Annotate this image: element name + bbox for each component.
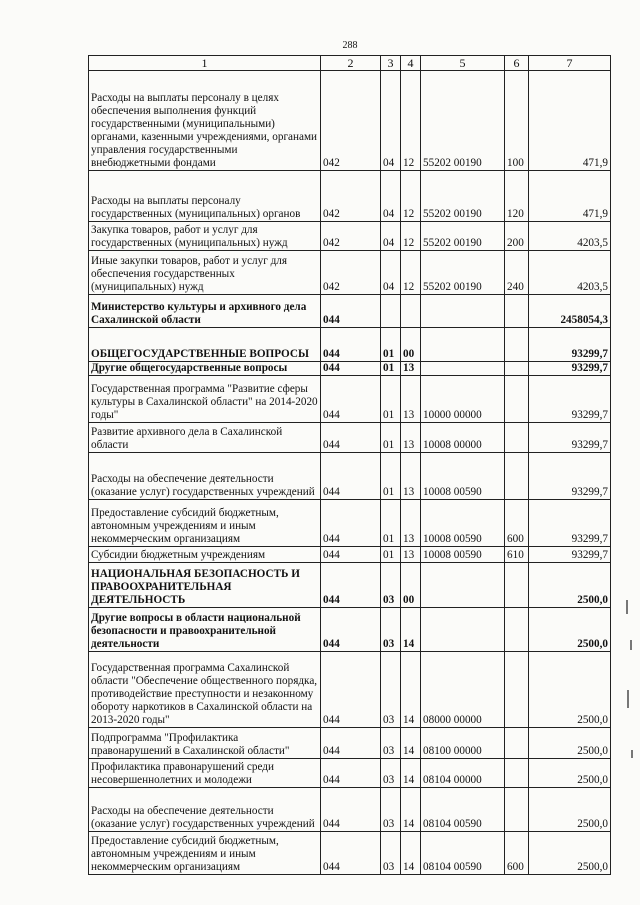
- expense-type-code: 240: [505, 251, 529, 295]
- scan-edge-marks: [622, 600, 636, 800]
- row-name: ОБЩЕГОСУДАРСТВЕННЫЕ ВОПРОСЫ: [89, 328, 321, 362]
- subsection-code: 14: [401, 832, 421, 875]
- amount-value: 2500,0: [529, 652, 611, 728]
- row-name: Расходы на обеспечение деятельности (оказание услуг) государственных учреждений: [89, 453, 321, 500]
- row-name: Профилактика правонарушений среди несовершеннолетних и молодежи: [89, 759, 321, 788]
- row-name: Государственная программа "Развитие сферы культуры в Сахалинской области" на 2014-2020 годы": [89, 376, 321, 423]
- subsection-code: 12: [401, 71, 421, 171]
- table-row: [89, 563, 611, 608]
- table-header-row: [89, 56, 611, 71]
- table-row: [89, 652, 611, 728]
- expense-type-code: 600: [505, 832, 529, 875]
- subsection-code: 00: [401, 563, 421, 608]
- table-row: [89, 251, 611, 295]
- column-header: 2: [321, 56, 381, 71]
- section-code: 04: [381, 222, 401, 251]
- target-article-code: 10008 00590: [421, 500, 505, 547]
- ministry-code: 044: [321, 423, 381, 453]
- ministry-code: 044: [321, 500, 381, 547]
- ministry-code: 044: [321, 832, 381, 875]
- row-name: Государственная программа Сахалинской области "Обеспечение общественного порядка, противодействие преступности и незаконному обороту наркотиков в Сахалинской области на 2013-2020 годы": [89, 652, 321, 728]
- subsection-code: 12: [401, 222, 421, 251]
- subsection-code: 00: [401, 328, 421, 362]
- subsection-code: 14: [401, 608, 421, 652]
- expense-type-code: [505, 563, 529, 608]
- ministry-code: 044: [321, 328, 381, 362]
- column-header: 5: [421, 56, 505, 71]
- subsection-code: 14: [401, 728, 421, 759]
- amount-value: 4203,5: [529, 222, 611, 251]
- table-row: [89, 376, 611, 423]
- target-article-code: 08100 00000: [421, 728, 505, 759]
- section-code: 03: [381, 728, 401, 759]
- ministry-code: 044: [321, 652, 381, 728]
- target-article-code: 08104 00000: [421, 759, 505, 788]
- section-code: 01: [381, 376, 401, 423]
- section-code: 03: [381, 832, 401, 875]
- ministry-code: 044: [321, 362, 381, 376]
- ministry-code: 044: [321, 759, 381, 788]
- expense-type-code: [505, 295, 529, 328]
- amount-value: 2500,0: [529, 608, 611, 652]
- table-row: [89, 171, 611, 222]
- row-name: Расходы на обеспечение деятельности (оказание услуг) государственных учреждений: [89, 788, 321, 832]
- section-code: 01: [381, 362, 401, 376]
- table-row: [89, 423, 611, 453]
- amount-value: 2500,0: [529, 759, 611, 788]
- ministry-code: 044: [321, 608, 381, 652]
- row-name: Субсидии бюджетным учреждениям: [89, 547, 321, 563]
- table-row: [89, 759, 611, 788]
- expense-type-code: [505, 376, 529, 423]
- budget-table: [88, 55, 611, 875]
- expense-type-code: [505, 328, 529, 362]
- row-name: Другие общегосударственные вопросы: [89, 362, 321, 376]
- expense-type-code: [505, 788, 529, 832]
- ministry-code: 044: [321, 547, 381, 563]
- expense-type-code: [505, 728, 529, 759]
- row-name: Другие вопросы в области национальной безопасности и правоохранительной деятельности: [89, 608, 321, 652]
- ministry-code: 042: [321, 251, 381, 295]
- expense-type-code: [505, 608, 529, 652]
- section-code: 04: [381, 171, 401, 222]
- subsection-code: 13: [401, 500, 421, 547]
- expense-type-code: [505, 362, 529, 376]
- table-row: [89, 788, 611, 832]
- amount-value: 93299,7: [529, 376, 611, 423]
- column-header: 6: [505, 56, 529, 71]
- section-code: 03: [381, 759, 401, 788]
- expense-type-code: [505, 759, 529, 788]
- table-row: [89, 500, 611, 547]
- amount-value: 2500,0: [529, 832, 611, 875]
- column-header: 4: [401, 56, 421, 71]
- row-name: Расходы на выплаты персоналу в целях обеспечения выполнения функций государственными (муниципальными) органами, казенными учреждениями, органами управления государственными внебюджетными фондами: [89, 71, 321, 171]
- expense-type-code: [505, 423, 529, 453]
- table-row: [89, 728, 611, 759]
- amount-value: 471,9: [529, 71, 611, 171]
- table-row: [89, 222, 611, 251]
- subsection-code: 12: [401, 251, 421, 295]
- target-article-code: 55202 00190: [421, 251, 505, 295]
- expense-type-code: 600: [505, 500, 529, 547]
- section-code: 04: [381, 71, 401, 171]
- section-code: 03: [381, 788, 401, 832]
- amount-value: 93299,7: [529, 362, 611, 376]
- subsection-code: 13: [401, 423, 421, 453]
- target-article-code: 10008 00590: [421, 547, 505, 563]
- amount-value: 471,9: [529, 171, 611, 222]
- target-article-code: 55202 00190: [421, 171, 505, 222]
- expense-type-code: 200: [505, 222, 529, 251]
- subsection-code: 14: [401, 788, 421, 832]
- subsection-code: 13: [401, 547, 421, 563]
- amount-value: 93299,7: [529, 453, 611, 500]
- row-name: НАЦИОНАЛЬНАЯ БЕЗОПАСНОСТЬ И ПРАВООХРАНИТЕЛЬНАЯ ДЕЯТЕЛЬНОСТЬ: [89, 563, 321, 608]
- target-article-code: 10008 00000: [421, 423, 505, 453]
- ministry-code: 044: [321, 563, 381, 608]
- table-row: [89, 453, 611, 500]
- section-code: [381, 295, 401, 328]
- page-number: 288: [342, 40, 358, 51]
- amount-value: 4203,5: [529, 251, 611, 295]
- column-header: 3: [381, 56, 401, 71]
- expense-type-code: 120: [505, 171, 529, 222]
- expense-type-code: 100: [505, 71, 529, 171]
- table-row: [89, 295, 611, 328]
- target-article-code: [421, 328, 505, 362]
- section-code: 03: [381, 563, 401, 608]
- row-name: Министерство культуры и архивного дела Сахалинской области: [89, 295, 321, 328]
- table-row: [89, 328, 611, 362]
- amount-value: 93299,7: [529, 547, 611, 563]
- row-name: Развитие архивного дела в Сахалинской области: [89, 423, 321, 453]
- row-name: Расходы на выплаты персоналу государственных (муниципальных) органов: [89, 171, 321, 222]
- section-code: 01: [381, 453, 401, 500]
- subsection-code: 14: [401, 652, 421, 728]
- target-article-code: 10000 00000: [421, 376, 505, 423]
- section-code: 01: [381, 423, 401, 453]
- target-article-code: [421, 362, 505, 376]
- row-name: Закупка товаров, работ и услуг для государственных (муниципальных) нужд: [89, 222, 321, 251]
- table-row: [89, 832, 611, 875]
- table-row: [89, 71, 611, 171]
- amount-value: 2500,0: [529, 728, 611, 759]
- amount-value: 2500,0: [529, 563, 611, 608]
- section-code: 03: [381, 652, 401, 728]
- amount-value: 93299,7: [529, 423, 611, 453]
- amount-value: 2500,0: [529, 788, 611, 832]
- ministry-code: 044: [321, 376, 381, 423]
- subsection-code: 13: [401, 376, 421, 423]
- ministry-code: 044: [321, 728, 381, 759]
- target-article-code: [421, 608, 505, 652]
- subsection-code: 13: [401, 453, 421, 500]
- target-article-code: 55202 00190: [421, 222, 505, 251]
- column-header: 1: [89, 56, 321, 71]
- subsection-code: 14: [401, 759, 421, 788]
- ministry-code: 044: [321, 788, 381, 832]
- target-article-code: [421, 295, 505, 328]
- target-article-code: 10008 00590: [421, 453, 505, 500]
- amount-value: 2458054,3: [529, 295, 611, 328]
- target-article-code: [421, 563, 505, 608]
- subsection-code: 12: [401, 171, 421, 222]
- ministry-code: 042: [321, 71, 381, 171]
- row-name: Предоставление субсидий бюджетным, автономным учреждениям и иным некоммерческим организациям: [89, 832, 321, 875]
- row-name: Иные закупки товаров, работ и услуг для обеспечения государственных (муниципальных) нужд: [89, 251, 321, 295]
- ministry-code: 042: [321, 171, 381, 222]
- row-name: Подпрограмма "Профилактика правонарушений в Сахалинской области": [89, 728, 321, 759]
- target-article-code: 08104 00590: [421, 832, 505, 875]
- subsection-code: 13: [401, 362, 421, 376]
- column-header: 7: [529, 56, 611, 71]
- target-article-code: 55202 00190: [421, 71, 505, 171]
- ministry-code: 044: [321, 295, 381, 328]
- ministry-code: 044: [321, 453, 381, 500]
- subsection-code: [401, 295, 421, 328]
- section-code: 01: [381, 547, 401, 563]
- expense-type-code: 610: [505, 547, 529, 563]
- expense-type-code: [505, 652, 529, 728]
- target-article-code: 08000 00000: [421, 652, 505, 728]
- row-name: Предоставление субсидий бюджетным, автономным учреждениям и иным некоммерческим организациям: [89, 500, 321, 547]
- amount-value: 93299,7: [529, 500, 611, 547]
- amount-value: 93299,7: [529, 328, 611, 362]
- section-code: 01: [381, 500, 401, 547]
- table-row: [89, 547, 611, 563]
- expense-type-code: [505, 453, 529, 500]
- section-code: 01: [381, 328, 401, 362]
- target-article-code: 08104 00590: [421, 788, 505, 832]
- section-code: 03: [381, 608, 401, 652]
- ministry-code: 042: [321, 222, 381, 251]
- section-code: 04: [381, 251, 401, 295]
- table-row: [89, 608, 611, 652]
- table-row: [89, 362, 611, 376]
